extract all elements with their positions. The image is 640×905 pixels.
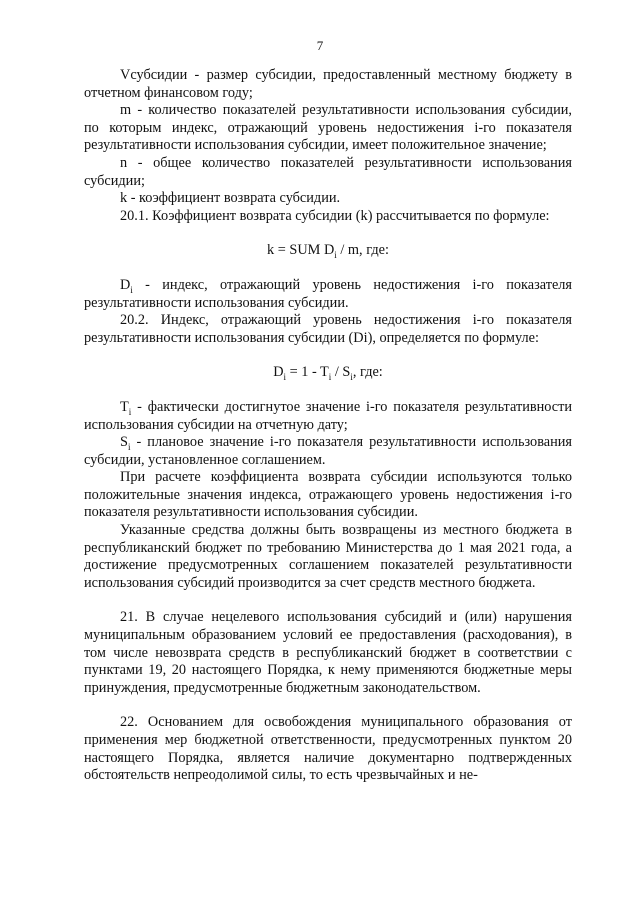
paragraph-n-definition: n - общее количество показателей результативности использования субсидии; [84, 154, 572, 189]
formula-k-part-b: / m, где: [336, 242, 389, 259]
ti-text: - фактически достигнутое значение i-го показателя результативности использования субсидии на отчетную дату; [84, 398, 572, 433]
si-text: - плановое значение i-го показателя результативности использования субсидии, установленное соглашением. [84, 434, 572, 468]
formula-k [84, 242, 572, 260]
formula-di-part-d: , где: [352, 364, 383, 381]
paragraph-20-2: 20.2. Индекс, отражающий уровень недостижения i-го показателя результативности использования субсидии (Di), определяется по формуле: [84, 312, 572, 346]
page-number: 7 [316, 38, 324, 53]
paragraph-ti-definition [84, 399, 572, 434]
formula-di-part-c: / S [331, 364, 351, 381]
formula-di-part-b: = 1 - T [286, 364, 329, 381]
paragraph-k-definition: k - коэффициент возврата субсидии. [120, 190, 341, 207]
paragraph-positive-values: При расчете коэффициента возврата субсидии используются только положительные значения индекса, отражающего уровень недостижения i-го показателя результативности использования субсидии. [84, 469, 572, 521]
document-body [84, 67, 572, 785]
formula-di-sub3: i [350, 372, 353, 383]
formula-di [84, 364, 572, 382]
formula-k-sub: i [334, 250, 337, 261]
ti-symbol: T [120, 398, 129, 415]
di-symbol: D [120, 276, 131, 293]
formula-k-part-a: k = SUM D [267, 242, 335, 259]
paragraph-refund-terms: Указанные средства должны быть возвращены из местного бюджета в республиканский бюджет по требованию Министерства до 1 мая 2021 года, а достижение предусмотренных соглашением показателей результативности использования субсидий производится за счет средств местного бюджета. [84, 522, 572, 591]
ti-sub: i [128, 406, 132, 417]
paragraph-m-definition: m - количество показателей результативности использования субсидии, по которым индекс, отражающий уровень недостижения i-го показателя результативности использования субсидии, имеет положительное значение; [84, 102, 572, 154]
formula-di-sub1: i [283, 372, 287, 383]
di-sub: i [130, 284, 133, 295]
paragraph-21: 21. В случае нецелевого использования субсидий и (или) нарушения муниципальным образованием условий ее предоставления (расходования), в том числе невозврата средств в республиканский бюджет в соответствии с пунктами 19, 20 настоящего Порядка, к нему применяются бюджетные меры принуждения, предусмотренные бюджетным законодательством. [84, 609, 572, 696]
paragraph-20-1: 20.1. Коэффициент возврата субсидии (k) рассчитывается по формуле: [120, 207, 550, 224]
paragraph-v-subsidy: Vсубсидии - размер субсидии, предоставленный местному бюджету в отчетном финансовом году; [84, 67, 572, 101]
formula-di-sub2: i [328, 372, 332, 383]
paragraph-di-definition [84, 277, 572, 312]
si-sub: i [127, 441, 131, 452]
di-text: - индекс, отражающий уровень недостижения i-го показателя результативности использования субсидии. [84, 276, 572, 311]
paragraph-22: 22. Основанием для освобождения муниципального образования от применения мер бюджетной ответственности, предусмотренных пунктом 20 настоящего Порядка, является наличие документарно подтвержденных обстоятельств непреодолимой силы, то есть чрезвычайных и не- [84, 714, 572, 784]
formula-di-part-a: D [273, 364, 284, 381]
paragraph-si-definition [84, 434, 572, 469]
si-symbol: S [120, 434, 128, 451]
